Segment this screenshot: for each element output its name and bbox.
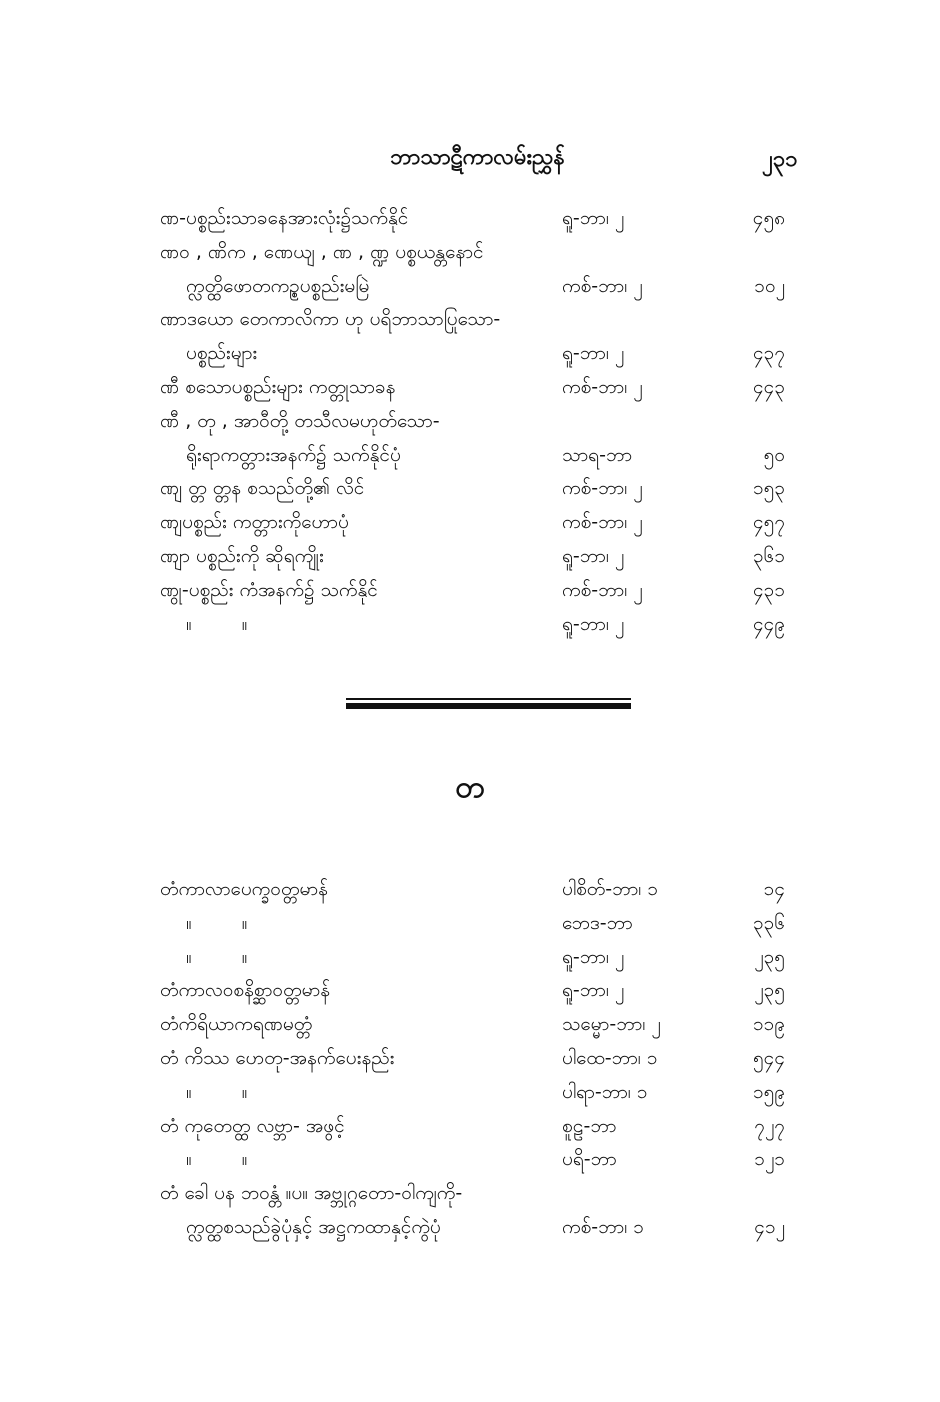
entry-source: ရူ-ဘာ၊ ၂ bbox=[562, 544, 625, 567]
entry-source: ကစ်-ဘာ၊ ၂ bbox=[562, 274, 643, 297]
entry-term: တံ ခေါ ပန ဘဝန္တံ ။ပ။ အဗ္ဘုဂ္ဂတော-ဝါကျကို- bbox=[160, 1182, 463, 1205]
entry-page-ref: ၃၆၁ bbox=[752, 544, 785, 567]
entry-page-ref: ၅၀ bbox=[763, 443, 785, 466]
entry-source: စူဠ-ဘာ bbox=[562, 1114, 617, 1137]
section-heading-letter: တ bbox=[455, 770, 485, 805]
index-entry bbox=[0, 574, 940, 608]
index-entry bbox=[0, 303, 940, 337]
entry-term: တံ ကုတေတ္ထ လဗ္ဘာ- အဖွင့် bbox=[160, 1114, 345, 1137]
entry-page-ref: ၄၅၇ bbox=[752, 511, 785, 534]
index-entry bbox=[0, 1211, 940, 1245]
ditto-mark: ။ ။ bbox=[186, 945, 248, 968]
running-header-title: ဘာသာဋီကာလမ်းညွှန် bbox=[390, 145, 565, 170]
entry-source: ရူ-ဘာ၊ ၂ bbox=[562, 945, 625, 968]
entry-source: ကစ်-ဘာ၊ ၂ bbox=[562, 375, 643, 398]
index-entry bbox=[0, 1008, 940, 1042]
entry-source: ကစ်-ဘာ၊ ၂ bbox=[562, 477, 643, 500]
index-entry bbox=[0, 472, 940, 506]
index-entry bbox=[0, 608, 940, 642]
entry-term: ရိုးရာကတ္တားအနက်၌ သက်နိုင်ပုံ bbox=[186, 443, 401, 466]
entry-page-ref: ၄၄၉ bbox=[752, 612, 785, 635]
entry-source: ရူ-ဘာ၊ ၂ bbox=[562, 612, 625, 635]
ditto-mark: ။ ။ bbox=[186, 1148, 248, 1171]
entry-page-ref: ၇၂၇ bbox=[754, 1114, 785, 1137]
index-entry bbox=[0, 1143, 940, 1177]
index-entry bbox=[0, 439, 940, 473]
entry-page-ref: ၁၂၁ bbox=[754, 1148, 785, 1171]
entry-source: ပါရာ-ဘာ၊ ၁ bbox=[562, 1080, 648, 1103]
index-entry bbox=[0, 371, 940, 405]
entry-page-ref: ၁၀၂ bbox=[754, 274, 785, 297]
entry-page-ref: ၁၁၉ bbox=[752, 1013, 785, 1036]
index-entry bbox=[0, 540, 940, 574]
section-divider bbox=[346, 698, 631, 710]
entry-term: တံကိရိယာကရဏမတ္တံ bbox=[160, 1013, 313, 1036]
entry-source: ကစ်-ဘာ၊ ၂ bbox=[562, 511, 643, 534]
index-entry bbox=[0, 236, 940, 270]
index-entry bbox=[0, 405, 940, 439]
entry-term: က္လတ္ထိဖောတကဥ္စပစ္စည်းမမြဲ bbox=[186, 274, 370, 297]
entry-page-ref: ၃၃၆ bbox=[752, 911, 785, 934]
divider-thin-rule bbox=[346, 698, 631, 700]
entry-page-ref: ၂၃၅ bbox=[754, 979, 785, 1002]
entry-page-ref: ၄၃၁ bbox=[752, 578, 785, 601]
entry-page-ref: ၁၅၉ bbox=[752, 1080, 785, 1103]
index-entry bbox=[0, 974, 940, 1008]
entry-page-ref: ၁၄ bbox=[763, 878, 785, 900]
entry-source: ရူ-ဘာ၊ ၂ bbox=[562, 342, 625, 365]
entry-term: ဏျပစ္စည်း ကတ္တားကိုဟောပုံ bbox=[160, 511, 349, 534]
entry-term: ဏွု-ပစ္စည်း ကံအနက်၌ သက်နိုင် bbox=[160, 578, 378, 601]
index-entry bbox=[0, 1042, 940, 1076]
index-entry bbox=[0, 506, 940, 540]
ditto-mark: ။ ။ bbox=[186, 1080, 248, 1103]
entry-page-ref: ၄၅၈ bbox=[752, 207, 785, 229]
entry-source: ရူ-ဘာ၊ ၂ bbox=[562, 979, 625, 1002]
entry-page-ref: ၅၄၄ bbox=[752, 1046, 785, 1069]
entry-source: ပရိ-ဘာ bbox=[562, 1148, 617, 1171]
index-entry bbox=[0, 941, 940, 975]
index-entry bbox=[0, 337, 940, 371]
entry-term: တံကာလာပေက္ခဝတ္တမာန် bbox=[160, 878, 328, 900]
ditto-mark: ။ ။ bbox=[186, 612, 248, 635]
index-entry bbox=[0, 1076, 940, 1110]
entry-term: တံ ကိဿ ဟေတု-အနက်ပေးနည်း bbox=[160, 1046, 395, 1069]
entry-term: ဏ-ပစ္စည်းသာခနေအားလုံး၌သက်နိုင် bbox=[160, 207, 409, 229]
page-number: ၂၃၁ bbox=[762, 147, 798, 172]
index-entry bbox=[0, 873, 940, 907]
entry-page-ref: ၄၄၃ bbox=[752, 375, 785, 398]
index-entry bbox=[0, 1177, 940, 1211]
entry-term: ပစ္စည်းများ bbox=[186, 342, 258, 365]
entry-source: ရူ-ဘာ၊ ၂ bbox=[562, 207, 625, 229]
entry-term: ဏျာ ပစ္စည်းကို ဆိုရကျိုး bbox=[160, 544, 324, 567]
entry-source: သမ္မော-ဘာ၊ ၂ bbox=[562, 1013, 661, 1036]
index-entry bbox=[0, 907, 940, 941]
entry-term: ဏျ တ္တ တ္တန စသည်တို့၏ လိင် bbox=[160, 477, 365, 500]
ditto-mark: ။ ။ bbox=[186, 911, 248, 934]
entry-term: ဏီ စသောပစ္စည်းများ ကတ္တုသာခန bbox=[160, 375, 396, 398]
index-section-two bbox=[0, 873, 940, 1245]
entry-term: ဏီ , တု , အာဝီတို့ တသီလမဟုတ်သော- bbox=[160, 409, 440, 432]
entry-source: ပါစိတ်-ဘာ၊ ၁ bbox=[562, 878, 659, 900]
entry-source: ပါထေ-ဘာ၊ ၁ bbox=[562, 1046, 658, 1069]
entry-source: ကစ်-ဘာ၊ ၂ bbox=[562, 578, 643, 601]
index-section-one bbox=[0, 202, 940, 641]
index-entry bbox=[0, 270, 940, 304]
entry-page-ref: ၂၃၅ bbox=[754, 945, 785, 968]
entry-page-ref: ၄၁၂ bbox=[754, 1215, 785, 1238]
entry-term: တံကာလဝစနိစ္ဆာဝတ္တမာန် bbox=[160, 979, 331, 1002]
index-entry bbox=[0, 202, 940, 236]
entry-page-ref: ၄၃၇ bbox=[752, 342, 785, 365]
entry-source: သာရ-ဘာ bbox=[562, 443, 633, 466]
index-entry bbox=[0, 1110, 940, 1144]
divider-thick-rule bbox=[346, 703, 631, 709]
entry-term: ဏာဒယော တေကာလိကာ ဟု ပရိဘာသာပြုသော- bbox=[160, 308, 501, 331]
entry-page-ref: ၁၅၃ bbox=[752, 477, 785, 500]
entry-term: က္လတ္ထစသည်ခွဲပုံနှင့် အဋ္ဌကထာနှင့်ကွဲပုံ bbox=[186, 1215, 441, 1238]
entry-source: ဘေဒ-ဘာ bbox=[562, 911, 633, 934]
entry-term: ဏဝ , ဏိက , ဏေယျ , ဏ , ဏ္ဍ ပစ္စယန္တနောင် bbox=[160, 240, 484, 263]
entry-source: ကစ်-ဘာ၊ ၁ bbox=[562, 1215, 644, 1238]
